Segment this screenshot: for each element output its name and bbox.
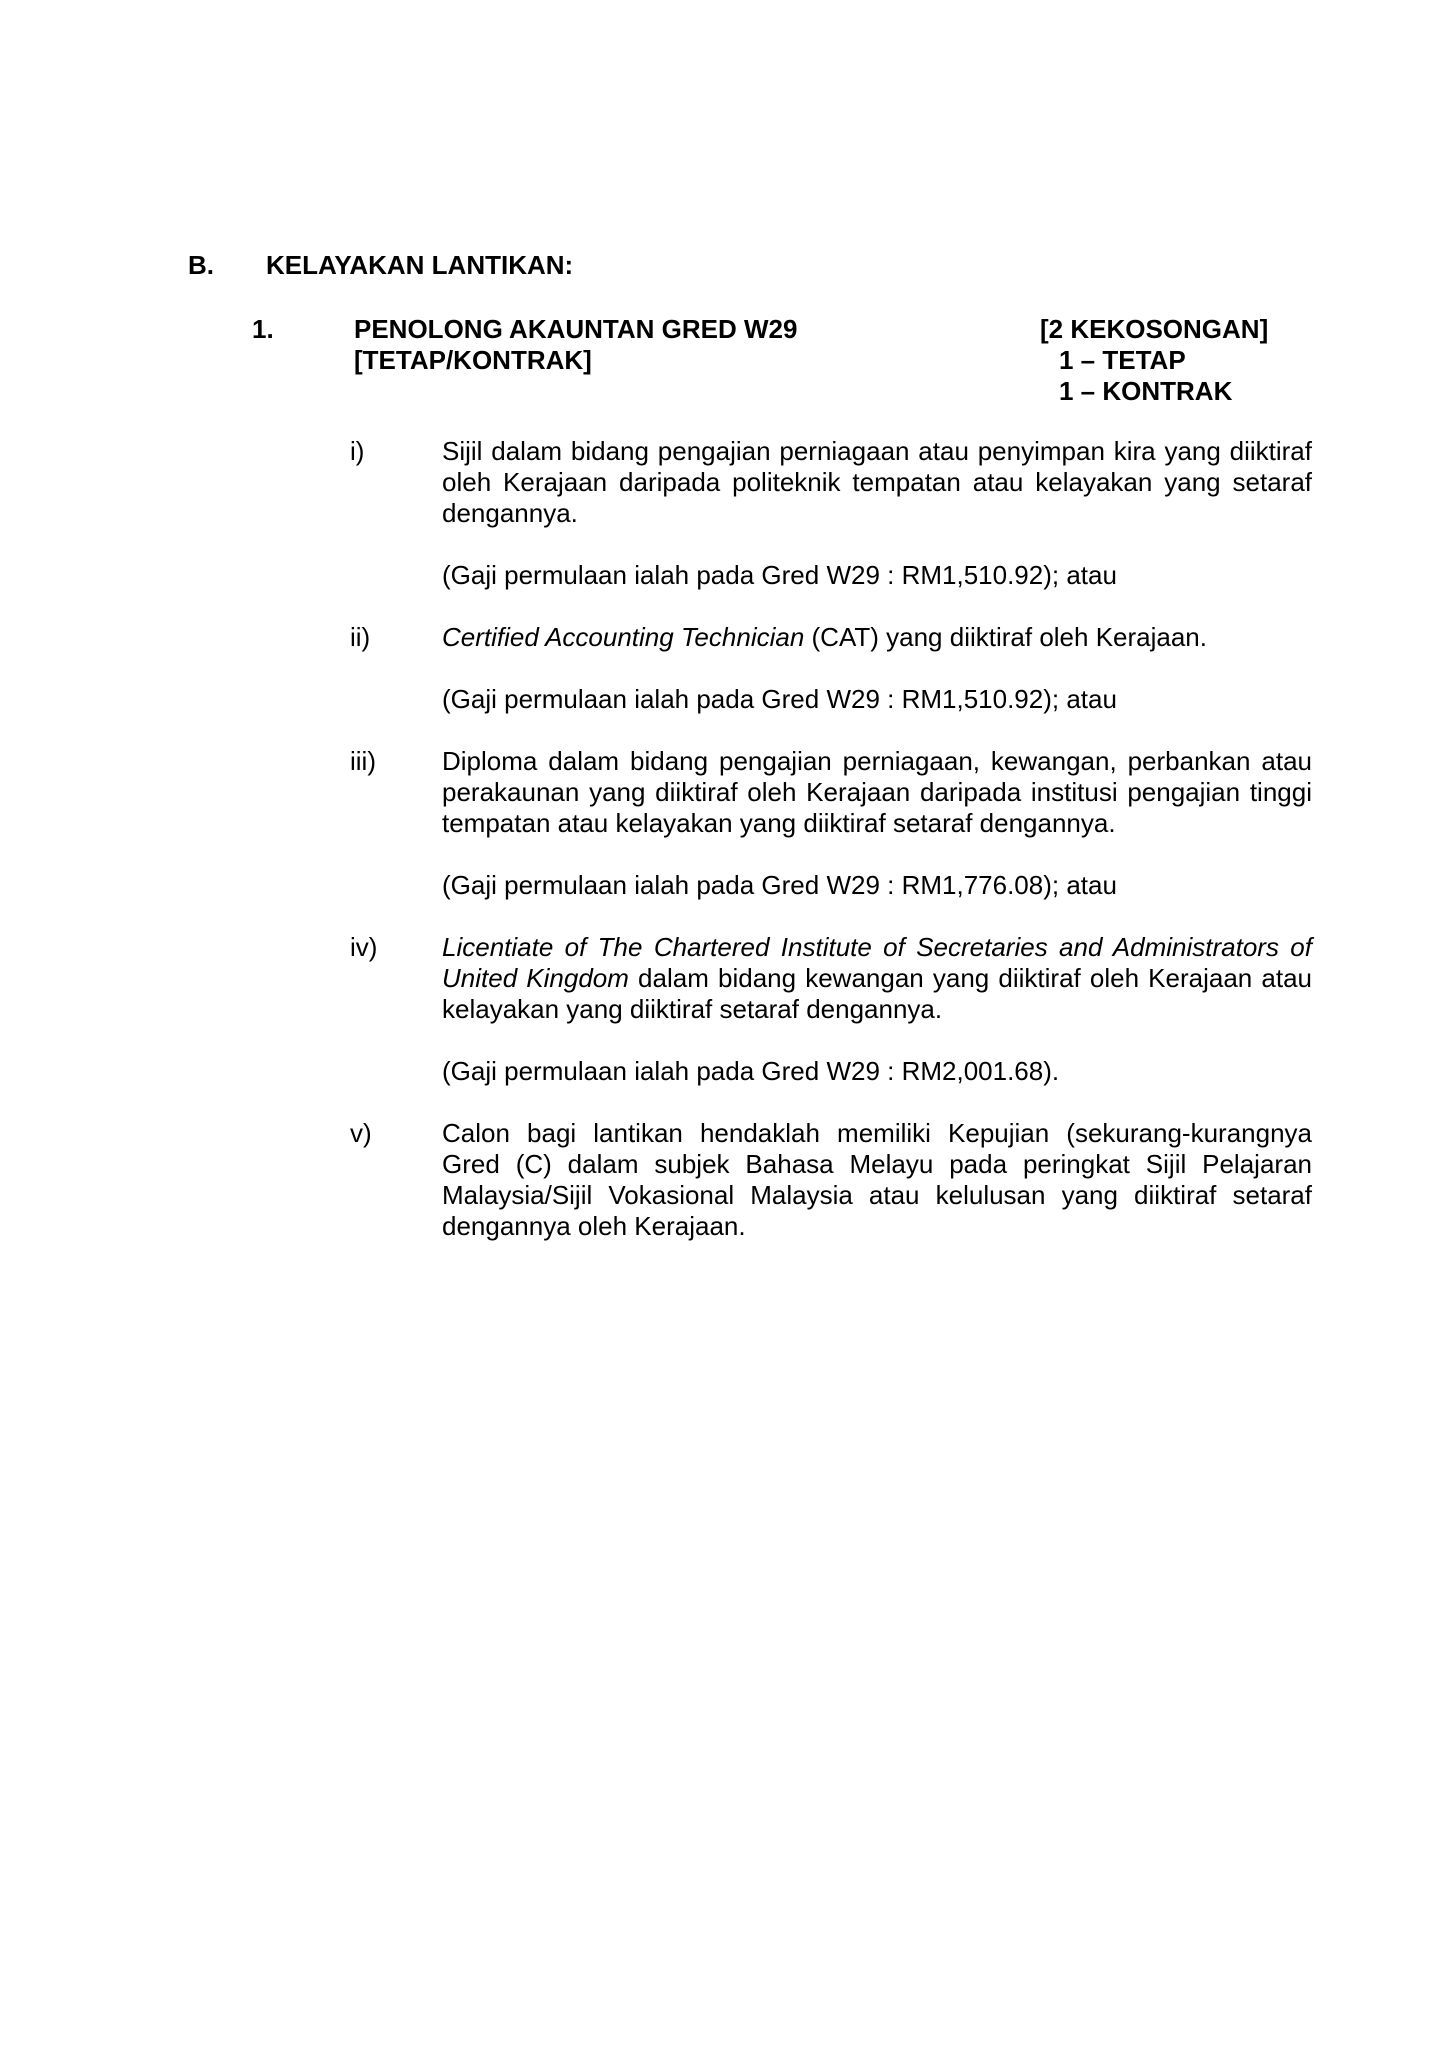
item-text-body: Diploma dalam bidang pengajian perniagaan, kewangan, perbankan atau perakaunan yang diiktiraf oleh Kerajaan daripada institusi pengajian tinggi tempatan atau kelayakan yang diiktiraf setaraf dengannya.	[442, 746, 1312, 838]
item-text-italic: Certified Accounting Technician	[442, 622, 805, 652]
item-text	[442, 622, 1312, 653]
item-text-body: Calon bagi lantikan hendaklah memiliki Kepujian (sekurang-kurangnya Gred (C) dalam subjek Bahasa Melayu pada peringkat Sijil Pelajaran Malaysia/Sijil Vokasional Malaysia atau kelulusan yang diiktiraf setaraf dengannya oleh Kerajaan.	[442, 1118, 1312, 1241]
item-text-body: (CAT) yang diiktiraf oleh Kerajaan.	[804, 622, 1207, 652]
item-salary: (Gaji permulaan ialah pada Gred W29 : RM2,001.68).	[442, 1056, 1060, 1086]
vacancies-total: [2 KEKOSONGAN]	[1040, 314, 1269, 344]
vacancies-permanent: 1 – TETAP	[1059, 345, 1186, 375]
item-text-italic: Licentiate of The Chartered Institute of Secretaries and Administrators of United Kingdom	[442, 932, 1312, 993]
section-letter: B.	[188, 250, 214, 280]
item-marker: iv)	[350, 932, 378, 962]
item-marker: i)	[350, 436, 365, 466]
position-status: [TETAP/KONTRAK]	[354, 345, 592, 375]
item-text	[442, 932, 1312, 1025]
item-marker: ii)	[350, 622, 371, 652]
item-marker: v)	[350, 1118, 372, 1148]
item-salary: (Gaji permulaan ialah pada Gred W29 : RM1,510.92); atau	[442, 684, 1117, 714]
item-salary: (Gaji permulaan ialah pada Gred W29 : RM1,510.92); atau	[442, 560, 1117, 590]
item-text	[442, 746, 1312, 839]
item-text-body: dalam bidang kewangan yang diiktiraf oleh Kerajaan atau kelayakan yang diiktiraf setaraf dengannya.	[442, 963, 1312, 1024]
section-title: KELAYAKAN LANTIKAN:	[266, 250, 574, 280]
item-text	[442, 1118, 1312, 1242]
position-title: PENOLONG AKAUNTAN GRED W29	[354, 314, 798, 344]
item-marker: iii)	[350, 746, 376, 776]
item-text-body: Sijil dalam bidang pengajian perniagaan atau penyimpan kira yang diiktiraf oleh Kerajaan daripada politeknik tempatan atau kelayakan yang setaraf dengannya.	[442, 436, 1312, 528]
item-text	[442, 436, 1312, 529]
vacancies-contract: 1 – KONTRAK	[1059, 376, 1233, 406]
item-salary: (Gaji permulaan ialah pada Gred W29 : RM1,776.08); atau	[442, 870, 1117, 900]
position-number: 1.	[252, 314, 274, 344]
